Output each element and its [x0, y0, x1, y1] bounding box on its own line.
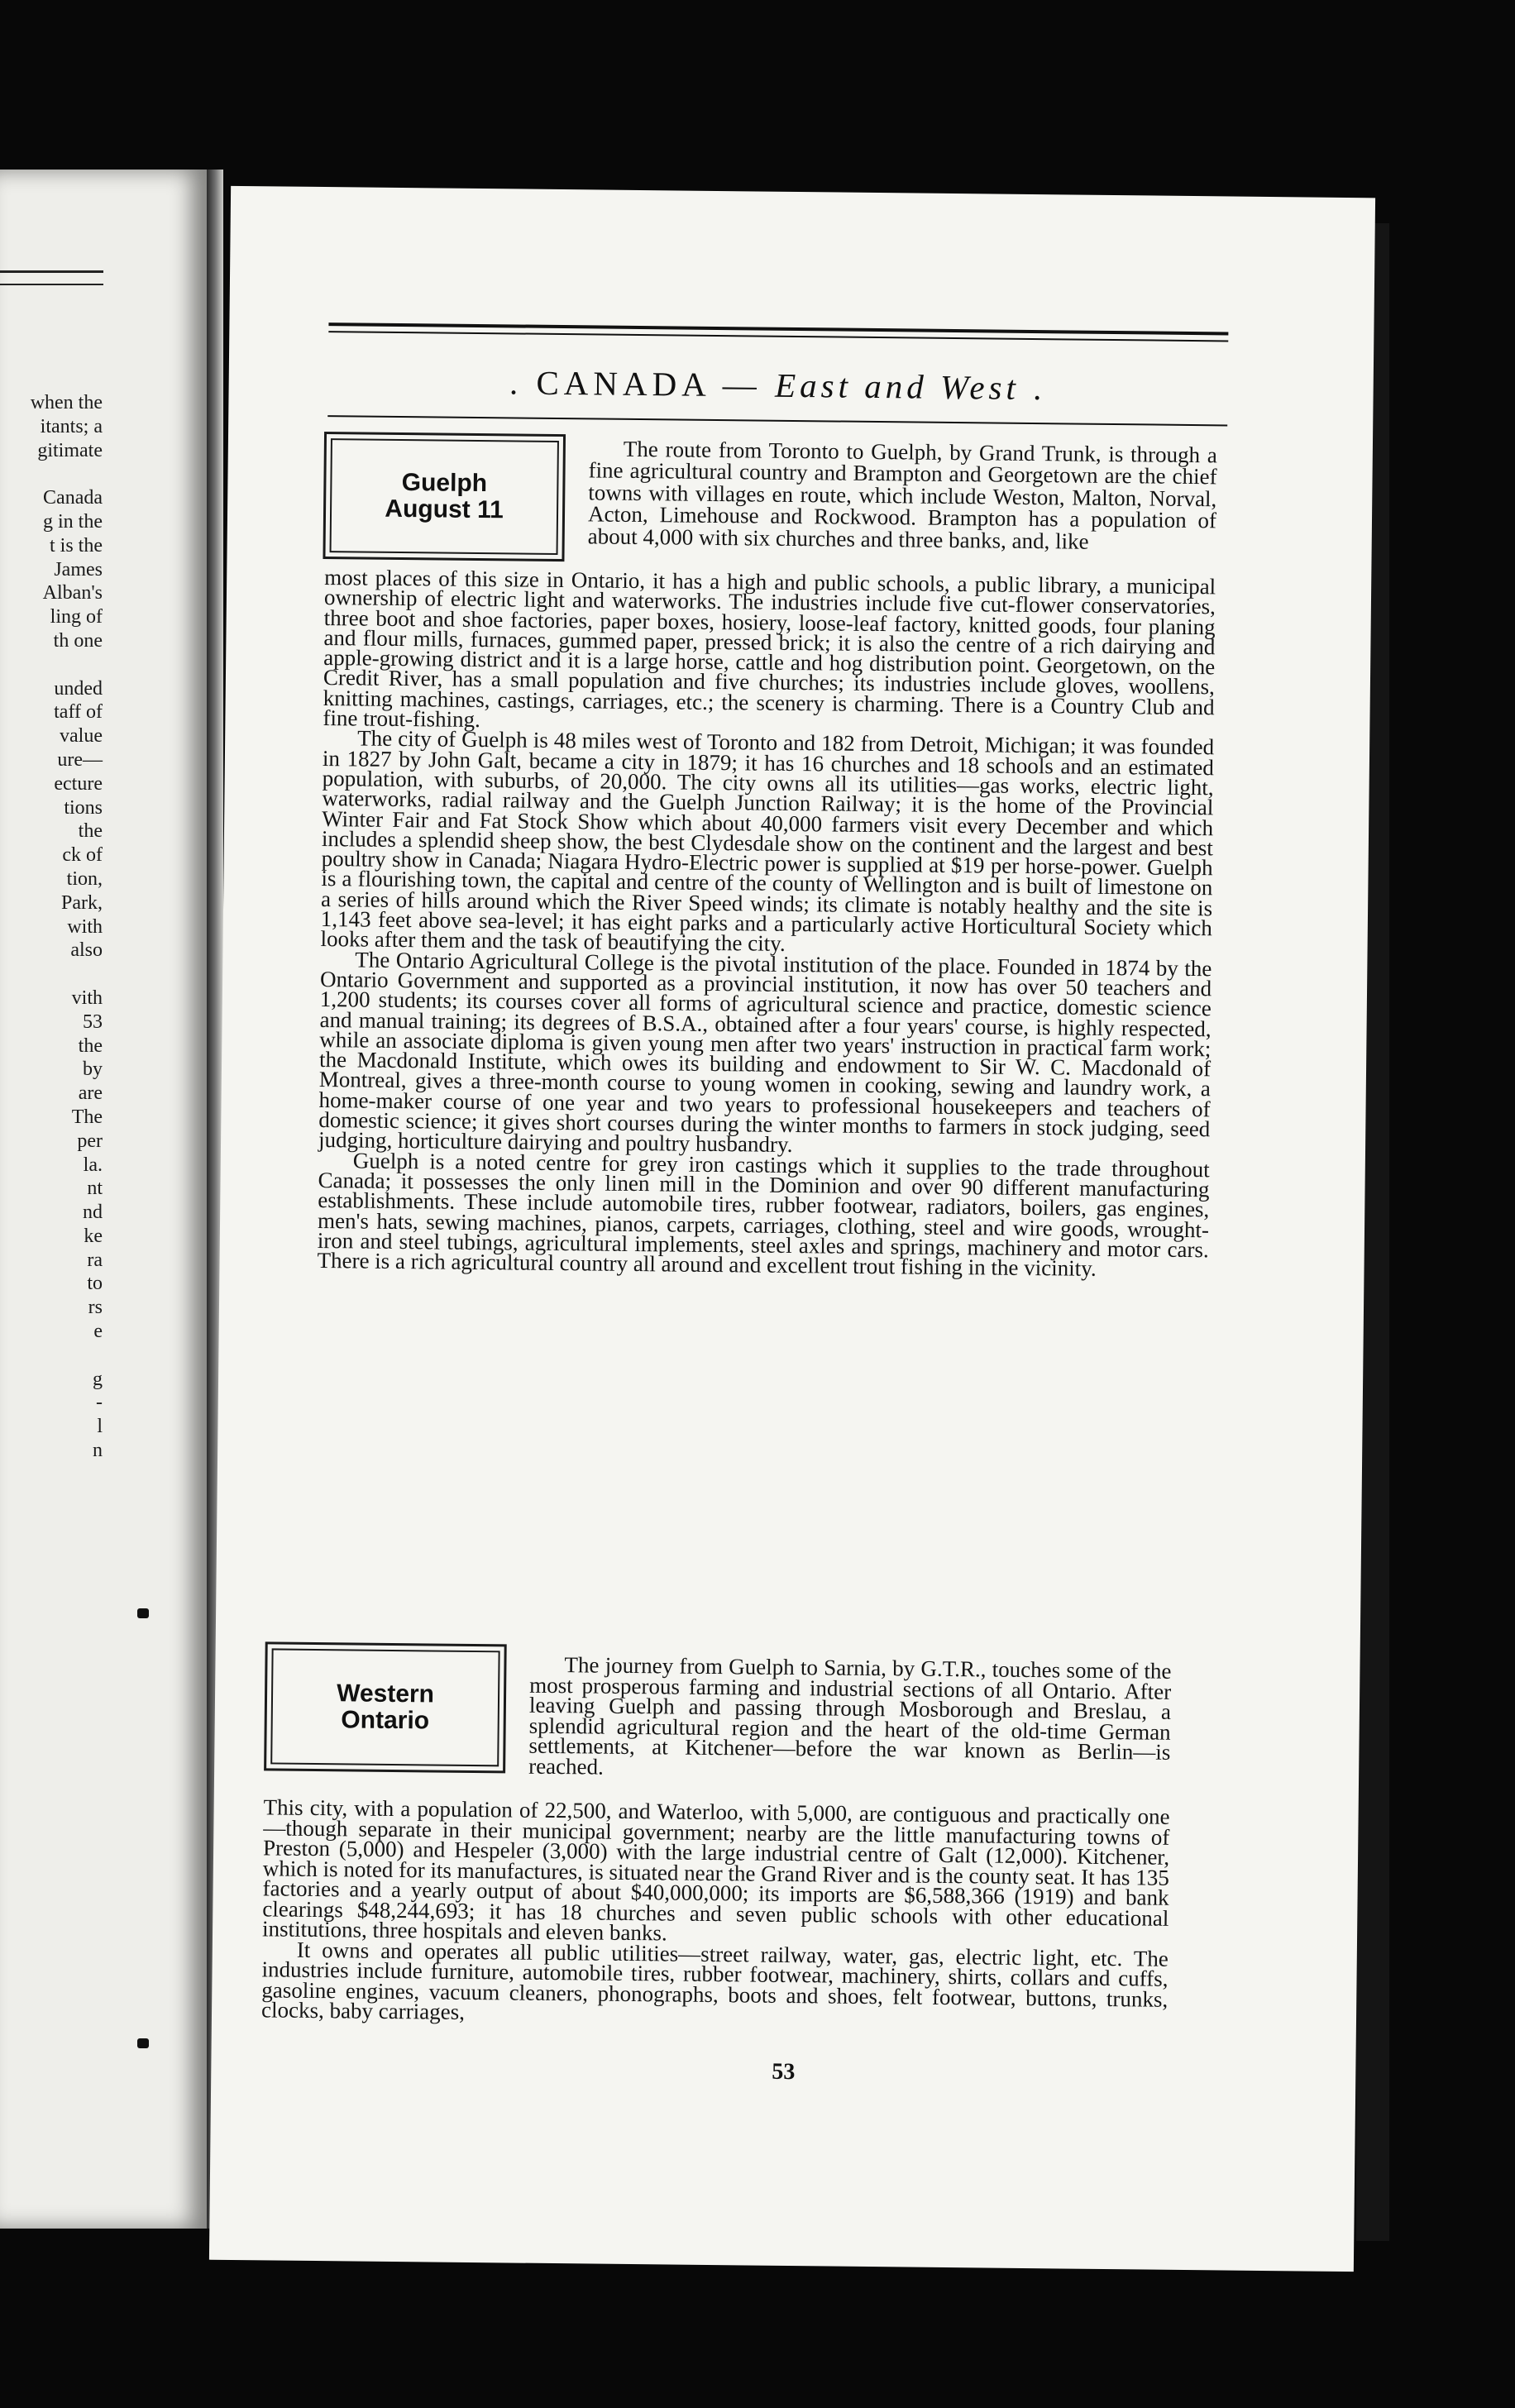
facing-page-line: by: [83, 1058, 103, 1081]
facing-page-line: [0, 1344, 103, 1368]
section-box-title: Western: [336, 1679, 435, 1708]
section-box-title-line2: Ontario: [341, 1706, 430, 1735]
facing-page-line: t is the: [50, 534, 103, 557]
header-rule: [327, 415, 1227, 426]
facing-page-rule: [0, 270, 103, 273]
body-paragraph: The city of Guelph is 48 miles west of Toronto and 182 from Detroit, Michigan; it was founded in 1827 by John Galt, became a city in 1879; it has 16 churches and 18 schools and an estimated population, with suburbs, of 20,000. The city owns all its utilities—gas works, electric light, waterworks, radial railway and the Guelph Junction Railway; it is the home of the Provincial Winter Fair and Fat Stock Show which about 40,000 farmers visit every December and which includes a splendid sheep show, the best Clydesdale show on the continent and the largest and best poultry show in Canada; Niagara Hydro-Electric power is supplied at $19 per horse-power. Guelph is a flourishing town, the capital and centre of the county of Wellington and is built of limestone on a series of hills around which the River Speed winds; its climate is notably healthy and the site is 1,143 feet above sea-level; it has eight parks and a particularly active Horticultural Society which looks after them and the task of beautifying the city.: [320, 725, 1215, 957]
running-head-prefix: . CANADA —: [509, 363, 762, 404]
facing-page-line: [0, 462, 103, 486]
facing-page-line: tion,: [66, 867, 103, 890]
facing-page: [0, 170, 207, 2229]
running-head: [327, 361, 1227, 409]
running-header: [327, 322, 1228, 431]
facing-page-line: vith: [71, 987, 103, 1009]
facing-page-line: g: [93, 1368, 103, 1390]
facing-page-line: ra: [87, 1249, 103, 1271]
facing-page-line: n: [93, 1440, 103, 1462]
running-head-suffix: .: [1032, 368, 1047, 408]
facing-page-line: 53: [83, 1010, 103, 1033]
body-paragraph: most places of this size in Ontario, it has a high and public schools, a public library, a municipal ownership of electric light and waterworks. The industries include five cut-flower conservatories, three boot and shoe factories, paper boxes, hosiery, loose-leaf factory, knitted goods, four planing and flour mills, furnaces, gummed paper, pressed brick; it is also the centre of a rich dairying and apple-growing district and it is a large horse, cattle and hog distribution point. Georgetown, on the Credit River, has a small population and five churches; its industries include gloves, woollens, knitting machines, castings, carriages, etc.; the scenery is charming. There is a Country Club and fine trout-fishing.: [323, 565, 1216, 733]
binding-thread: [137, 1608, 149, 1618]
facing-page-line: per: [77, 1130, 103, 1152]
facing-page-line: are: [78, 1082, 103, 1105]
section-lead-in: [528, 1652, 1172, 1784]
facing-page-line: ck of: [62, 844, 103, 867]
section-box-date: August 11: [385, 494, 504, 524]
facing-page-line: James: [54, 558, 103, 580]
section-body-western-ontario: [260, 1794, 1170, 2029]
facing-page-line: Alban's: [42, 582, 103, 604]
facing-page-line: itants; a: [40, 415, 103, 437]
facing-page-line: to: [87, 1273, 103, 1295]
body-paragraph: The Ontario Agricultural College is the pivotal institution of the place. Founded in 1874 by the Ontario Government and supported as a provincial institution, it now has over 50 teachers and 1,200 students; its courses cover all forms of agricultural science and practice, domestic science and manual training; its degrees of B.S.A., obtained after a four years' course, is highly respected, while an associate diploma is given young men after two years' instruction in practical farm work; the Macdonald Institute, which owes its building and endowment to Sir W. C. Macdonald of Montreal, gives a three-month course to young women in cooking, sewing and laundry work, a home-maker course of one year and two years to professional housekeepers and teachers of domestic science; it gives short courses during the winter months to farmers in stock judging, seed judging, horticulture dairying and poultry husbandry.: [318, 947, 1212, 1158]
facing-page-line: value: [60, 725, 103, 748]
running-head-italic: East and West: [774, 366, 1020, 407]
facing-page-line: when the: [30, 392, 103, 413]
section-box-title: Guelph: [401, 469, 488, 498]
body-paragraph: This city, with a population of 22,500, and Waterloo, with 5,000, are contiguous and practically one—though separate in their municipal government; nearby are the little manufacturing towns of Preston (5,000) and Hespeler (3,000) with the large industrial centre of Galt (12,000). Kitchener, which is noted for its manufactures, is situated near the Grand River and is the county seat. It has 135 factories and a yearly output of about $40,000,000; its imports are $6,588,366 (1919) and bank clearings $48,244,693; it has 18 churches and seven public schools with other educational institutions, three hospitals and eleven banks.: [261, 1794, 1170, 1946]
facing-page-line: with: [67, 915, 103, 938]
facing-page-line: also: [70, 939, 103, 962]
lead-in-paragraph: The route from Toronto to Guelph, by Grand Trunk, is through a fine agricultural country and Brampton and Georgetown are the chief towns with villages en route, which include Weston, Malton, Norval, Acton, Limehouse and Rockwood. Brampton has a population of about 4,000 with six churches and three banks, and, like: [587, 436, 1217, 554]
facing-page-line: th one: [53, 629, 103, 652]
facing-page-line: The: [71, 1106, 103, 1128]
body-paragraph: It owns and operates all public utilities—street railway, water, gas, electric light, etc. The industries include furniture, automobile tires, rubber footwear, machinery, shirts, collars and cuffs, gasoline engines, vacuum cleaners, phonographs, boots and shoes, felt footwear, buttons, trunks, clocks, baby carriages,: [260, 1937, 1169, 2024]
facing-page-line: nt: [87, 1178, 103, 1200]
lead-in-paragraph: The journey from Guelph to Sarnia, by G.T.R., touches some of the most prosperous farming and industrial sections of all Ontario. After leaving Guelph and passing through Mosborough and Breslau, a splendid agricultural region and the heart of the old-time German settlements, at Kitchener—before the war known as Berlin—is reached.: [528, 1652, 1172, 1780]
facing-page-line: ecture: [54, 772, 103, 795]
book-page: [209, 186, 1375, 2272]
facing-page-line: Canada: [43, 487, 103, 509]
facing-page-line: gitimate: [37, 439, 103, 461]
facing-page-line: ke: [84, 1225, 103, 1247]
facing-page-line: [0, 963, 103, 987]
facing-page-line: g in the: [43, 510, 103, 533]
facing-page-line: ure—: [57, 748, 103, 771]
facing-page-line: -: [96, 1392, 103, 1414]
section-lead-in: [588, 437, 1217, 553]
facing-page-line: tions: [64, 796, 103, 819]
binding-thread: [137, 2038, 149, 2048]
facing-page-line: e: [93, 1321, 103, 1343]
facing-page-line: taff of: [54, 701, 103, 724]
section-body-guelph: [317, 567, 1216, 1280]
facing-page-line: ling of: [50, 606, 103, 628]
section-box-guelph: [323, 432, 566, 561]
facing-page-line: l: [97, 1416, 103, 1438]
facing-page-line: [0, 653, 103, 677]
section-box-western-ontario: [264, 1641, 507, 1773]
facing-page-line: unded: [54, 677, 103, 700]
body-paragraph: Guelph is a noted centre for grey iron castings which it supplies to the trade throughout Canada; it possesses the only linen mill in the Dominion and over 90 different manufacturing establishments. These include automobile tires, rubber footwear, radiators, boilers, gas engines, men's hats, sewing machines, pianos, carpets, carriages, clothing, steel and wire goods, wrought-iron and steel tubings, agricultural implements, steel axles and springs, machinery and motor cars. There is a rich agricultural country all around and excellent trout fishing in the vicinity.: [317, 1148, 1210, 1281]
page-number: 53: [772, 2058, 796, 2086]
facing-page-line: the: [78, 1034, 103, 1057]
facing-page-line: la.: [83, 1154, 103, 1176]
facing-page-line: the: [78, 820, 103, 843]
facing-page-rule: [0, 284, 103, 285]
facing-page-text-fragments: [0, 391, 103, 1463]
facing-page-line: nd: [83, 1202, 103, 1224]
facing-page-line: Park,: [61, 891, 103, 914]
facing-page-line: rs: [88, 1297, 103, 1319]
